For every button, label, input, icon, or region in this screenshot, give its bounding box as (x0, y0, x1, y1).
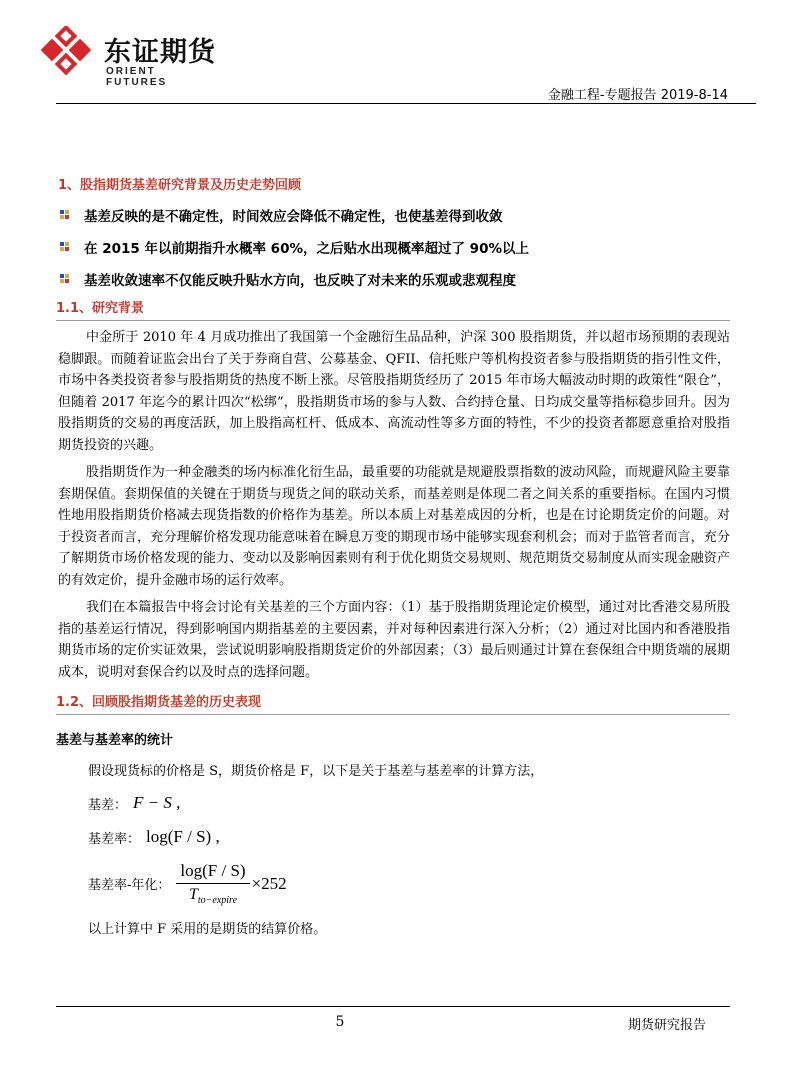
footer-divider (56, 1006, 730, 1007)
formula-intro: 假设现货标的价格是 S，期货价格是 F，以下是关于基差与基差率的计算方法， (88, 764, 544, 779)
annualization-multiplier: ×252 (251, 873, 287, 893)
section-divider (56, 714, 730, 715)
header-divider (56, 103, 756, 104)
key-point (56, 237, 730, 257)
section-1-1-title: 1.1、研究背景 (56, 301, 145, 316)
key-point (56, 205, 730, 225)
brand-name-cn: 东证期货 (104, 37, 216, 68)
basis-formula: F − S , (133, 793, 181, 812)
annualized-label: 基差率-年化： (88, 878, 171, 894)
report-body (56, 174, 730, 937)
basis-rate-label: 基差率： (88, 831, 141, 847)
key-point (56, 269, 730, 289)
basis-rate-formula-row (88, 827, 730, 847)
paragraph: 我们在本篇报告中将会讨论有关基差的三个方面内容：（1）基于股指期货理论定价模型，通过对比香港交易所股指的基差运行情况，得到影响国内期指基差的主要因素，并对每种因素进行深入分析；（2）通过对比国内和香港股指期货市场的定价实证效果，尝试说明影响股指期货定价的外部因素；（3）最后则通过计算在套保组合中期货端的展期成本，说明对套保合约以及时点的选择问题。 (58, 600, 730, 680)
denominator-subscript: to−expire (197, 895, 238, 907)
paragraph: 中金所于 2010 年 4 月成功推出了我国第一个金融衍生品品种，沪深 300 股指期货，并以超市场预期的表现站稳脚跟。而随着证监会出台了关于券商自营、公募基金、QFII、信托账户等机构投资者参与股指期货的指引性文件，市场中各类投资者参与股指期货的热度不断上涨。尽管股指期货经历了 2015 年市场大幅波动时期的政策性“限仓”，但随着 2017 年迄今的累计四次“松绑”，股指期货市场的参与人数、合约持仓量、日均成交量等指标稳步回升。因为股指期货的交易的再度活跃，加上股指高杠杆、低成本、高流动性等多方面的特性，不少的投资者都愿意重拾对股指期货投资的兴趣。 (58, 330, 730, 453)
report-type: 金融工程-专题报告 (547, 88, 657, 103)
key-point-text: 基差反映的是不确定性，时间效应会降低不确定性，也使基差得到收敛 (84, 209, 503, 225)
denominator-symbol: T (188, 886, 198, 903)
annualized-fraction (176, 861, 249, 906)
section-1-title: 1、股指期货基差研究背景及历史走势回顾 (58, 178, 302, 193)
orient-futures-logo-icon (40, 26, 96, 82)
basis-label: 基差： (88, 797, 128, 813)
key-point-text: 基差收敛速率不仅能反映升贴水方向，也反映了对未来的乐观或悲观程度 (84, 273, 516, 289)
fraction-denominator (189, 884, 237, 906)
footer-label: 期货研究报告 (627, 1018, 706, 1033)
bullet-icon (60, 210, 70, 220)
report-date: 2019-8-14 (660, 88, 728, 103)
basis-rate-formula: log(F / S) , (146, 827, 220, 846)
page-number: 5 (335, 1014, 345, 1030)
paragraph: 股指期货作为一种金融类的场内标准化衍生品，最重要的功能就是规避股票指数的波动风险，而规避风险主要靠套期保值。套期保值的关键在于期货与现货之间的联动关系，而基差则是体现二者之间关系的重要指标。在国内习惯性地用股指期货价格减去现货指数的价格作为基差。所以本质上对基差成因的分析，也是在讨论期货定价的问题。对于投资者而言，充分理解价格发现功能意味着在瞬息万变的期现市场中能够实现套利机会；而对于监管者而言，充分了解期货市场价格发现的能力、变动以及影响因素则有利于优化期货交易规则、规范期货交易制度从而实现金融资产的有效定价，提升金融市场的运行效率。 (58, 465, 730, 588)
company-logo (40, 26, 220, 88)
section-divider (56, 320, 730, 321)
subsection-heading: 基差与基差率的统计 (56, 733, 174, 748)
brand-name-en: ORIENT FUTURES (106, 66, 168, 88)
bullet-icon (60, 274, 70, 284)
report-header (548, 84, 728, 103)
basis-formula-row (88, 793, 730, 813)
formula-note: 以上计算中 F 采用的是期货的结算价格。 (88, 922, 327, 938)
key-point-text: 在 2015 年以前期指升水概率 60%，之后贴水出现概率超过了 90%以上 (84, 241, 529, 257)
fraction-numerator: log(F / S) (176, 861, 249, 884)
section-1-2-title: 1.2、回顾股指期货基差的历史表现 (56, 695, 262, 710)
bullet-icon (60, 242, 70, 252)
annualized-formula-row (88, 861, 730, 906)
